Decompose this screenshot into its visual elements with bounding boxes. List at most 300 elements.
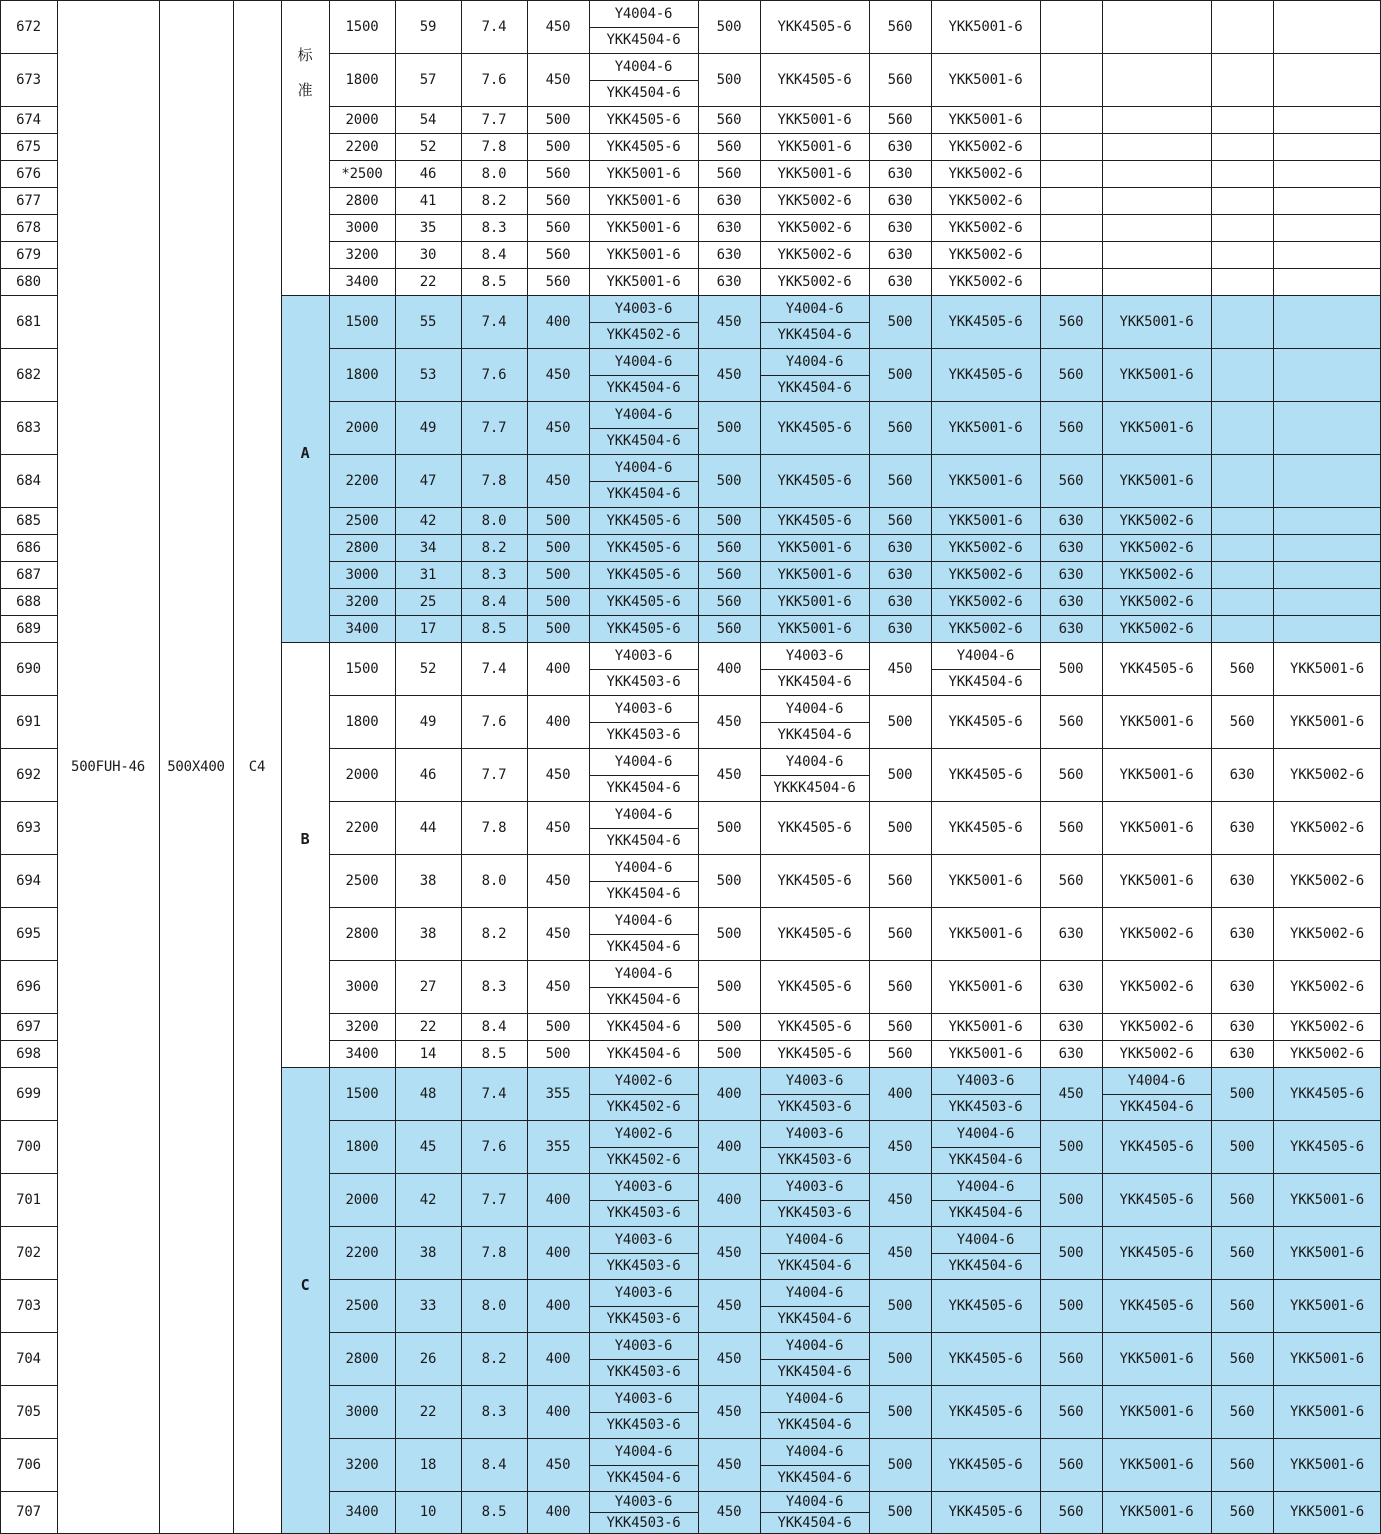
motor-power-cell: 500 (887, 713, 913, 730)
motor-model-cell: YKK4504-6 (948, 674, 1023, 690)
motor-model-cell: YKK4503-6 (777, 1152, 852, 1168)
row-number: 687 (16, 566, 41, 583)
speed-cell: 2800 (345, 192, 379, 209)
motor-power-cell: 630 (1058, 512, 1084, 529)
motor-model-cell: Y4004-6 (614, 753, 673, 770)
motor-model-cell: YKK4505-6 (948, 819, 1023, 836)
value-cell: 8.5 (481, 273, 507, 290)
motor-power-cell: 355 (545, 1085, 571, 1102)
motor-power-cell: 560 (887, 512, 913, 529)
row-number: 700 (16, 1138, 41, 1155)
value-cell: 7.8 (481, 1244, 507, 1261)
motor-power-cell: 400 (545, 313, 571, 330)
motor-power-cell: 450 (545, 366, 571, 383)
motor-model-cell: YKK4505-6 (777, 512, 852, 529)
motor-model-cell: YKK4503-6 (606, 1205, 681, 1221)
motor-model-cell: YKK4505-6 (606, 539, 681, 556)
flow-cell: 14 (419, 1045, 437, 1062)
motor-power-cell: 560 (1229, 1403, 1255, 1420)
value-cell: 7.7 (481, 419, 507, 436)
motor-model-cell: YKK4505-6 (606, 138, 681, 155)
motor-model-cell: YKK5002-6 (1289, 872, 1365, 889)
motor-power-cell: 500 (887, 1403, 913, 1420)
motor-model-cell: YKK4502-6 (606, 327, 681, 343)
motor-model-cell: YKK5001-6 (948, 18, 1023, 35)
flow-cell: 22 (419, 1018, 437, 1035)
value-cell: 8.0 (481, 512, 507, 529)
flow-cell: 42 (419, 512, 437, 529)
speed-cell: 3000 (345, 219, 379, 236)
motor-model-cell: Y4003-6 (614, 647, 673, 664)
motor-model-cell: YKK5001-6 (1289, 713, 1365, 730)
speed-cell: 1800 (345, 713, 379, 730)
motor-power-cell: 500 (545, 1045, 571, 1062)
flow-cell: 59 (419, 18, 437, 35)
flow-cell: 54 (419, 111, 437, 128)
motor-model-cell: YKK4504-6 (606, 85, 681, 101)
flow-cell: 27 (419, 978, 437, 995)
motor-model-cell: Y4003-6 (614, 1390, 673, 1407)
motor-model-cell: YKK4504-6 (606, 1470, 681, 1486)
value-cell: 8.2 (481, 925, 507, 942)
motor-power-cell: 450 (716, 1504, 742, 1520)
value-cell: 7.7 (481, 766, 507, 783)
motor-model-cell: YKK5001-6 (606, 246, 681, 263)
motor-power-cell: 560 (545, 246, 571, 263)
motor-power-cell: 630 (716, 192, 742, 209)
speed-cell: 1500 (345, 313, 379, 330)
motor-model-cell: YKK5001-6 (777, 138, 852, 155)
motor-model-cell: YKK5001-6 (1289, 1403, 1365, 1420)
motor-power-cell: 500 (716, 512, 742, 529)
speed-cell: 2800 (345, 1350, 379, 1367)
motor-power-cell: 500 (1058, 1138, 1084, 1155)
motor-power-cell: 560 (887, 1018, 913, 1035)
motor-model-cell: YKK4504-6 (948, 1152, 1023, 1168)
motor-model-cell: Y4003-6 (614, 1178, 673, 1195)
value-cell: 8.0 (481, 165, 507, 182)
flow-cell: 49 (419, 713, 437, 730)
motor-power-cell: 630 (1058, 1045, 1084, 1062)
value-cell: 7.6 (481, 71, 507, 88)
motor-power-cell: 630 (887, 539, 913, 556)
motor-model-cell: YKK5001-6 (1119, 819, 1194, 836)
flow-cell: 46 (419, 165, 437, 182)
motor-model-cell: Y4004-6 (785, 300, 844, 317)
motor-model-cell: YKK5001-6 (948, 419, 1023, 436)
motor-model-cell: YKK5001-6 (1289, 1297, 1365, 1314)
flow-cell: 34 (419, 539, 437, 556)
flow-cell: 38 (419, 925, 437, 942)
speed-cell: 3000 (345, 1403, 379, 1420)
motor-model-cell: YKK4505-6 (606, 620, 681, 637)
motor-model-cell: YKK4505-6 (777, 1045, 852, 1062)
motor-model-cell: YKK4504-6 (777, 1514, 852, 1531)
motor-model-cell: YKK4504-6 (948, 1205, 1023, 1221)
motor-power-cell: 630 (1058, 925, 1084, 942)
motor-model-cell: YKK5001-6 (948, 71, 1023, 88)
row-number: 679 (16, 246, 41, 263)
motor-power-cell: 450 (716, 1456, 742, 1473)
motor-model-cell: Y4004-6 (614, 965, 673, 982)
motor-power-cell: 560 (1058, 1456, 1084, 1473)
motor-model-cell: YKK5002-6 (948, 620, 1023, 637)
motor-model-cell: YKK5002-6 (948, 566, 1023, 583)
motor-model-cell: YKK5002-6 (1289, 1018, 1365, 1035)
motor-power-cell: 500 (545, 1018, 571, 1035)
motor-power-cell: 560 (716, 539, 742, 556)
motor-model-cell: Y4004-6 (956, 1178, 1015, 1195)
motor-power-cell: 560 (545, 192, 571, 209)
motor-model-cell: YKK4505-6 (777, 472, 852, 489)
motor-model-cell: YKK4503-6 (606, 1258, 681, 1274)
motor-power-cell: 560 (1058, 766, 1084, 783)
value-cell: 8.0 (481, 1297, 507, 1314)
motor-power-cell: 450 (887, 1191, 913, 1208)
value-cell: 8.4 (481, 593, 507, 610)
motor-power-cell: 400 (716, 1085, 742, 1102)
motor-model-cell: YKK4505-6 (948, 766, 1023, 783)
motor-power-cell: 630 (887, 219, 913, 236)
flow-cell: 57 (419, 71, 437, 88)
flow-cell: 46 (419, 766, 437, 783)
inlet-outlet-size: 500X400 (167, 759, 225, 775)
motor-model-cell: YKK5001-6 (1119, 313, 1194, 330)
motor-model-cell: YKK4503-6 (606, 674, 681, 690)
motor-power-cell: 630 (1229, 819, 1255, 836)
row-number: 695 (16, 925, 41, 942)
motor-model-cell: YKK4505-6 (1119, 1138, 1194, 1155)
motor-model-cell: Y4004-6 (614, 5, 673, 22)
motor-power-cell: 500 (887, 1350, 913, 1367)
value-cell: 8.2 (481, 192, 507, 209)
motor-model-cell: YKK5001-6 (1119, 766, 1194, 783)
row-number: 697 (16, 1018, 41, 1035)
speed-cell: 1800 (345, 71, 379, 88)
motor-power-cell: 500 (545, 512, 571, 529)
speed-cell: 2200 (345, 819, 379, 836)
motor-model-cell: YKK4504-6 (777, 727, 852, 743)
motor-model-cell: YKK5001-6 (1119, 1504, 1194, 1520)
motor-model-cell: YKK5001-6 (1119, 366, 1194, 383)
value-cell: 7.7 (481, 1191, 507, 1208)
value-cell: 8.5 (481, 1504, 507, 1520)
motor-model-cell: YKK4504-6 (777, 1470, 852, 1486)
speed-cell: 2500 (345, 512, 379, 529)
motor-power-cell: 400 (716, 1138, 742, 1155)
motor-power-cell: 630 (887, 273, 913, 290)
motor-power-cell: 560 (1229, 660, 1255, 677)
motor-model-cell: Y4004-6 (956, 1231, 1015, 1248)
speed-cell: 2200 (345, 1244, 379, 1261)
motor-model-cell: Y4003-6 (614, 1337, 673, 1354)
speed-cell: 3400 (345, 1045, 379, 1062)
value-cell: 7.4 (481, 660, 507, 677)
motor-model-cell: Y4003-6 (956, 1072, 1015, 1089)
motor-model-cell: YKK4505-6 (606, 593, 681, 610)
motor-model-cell: YKK5001-6 (1119, 1456, 1194, 1473)
motor-model-cell: YKK4505-6 (777, 872, 852, 889)
motor-power-cell: 630 (887, 165, 913, 182)
value-cell: 7.6 (481, 366, 507, 383)
motor-power-cell: 500 (716, 872, 742, 889)
motor-power-cell: 450 (887, 660, 913, 677)
motor-model-cell: Y4004-6 (614, 806, 673, 823)
flow-cell: 38 (419, 1244, 437, 1261)
motor-model-cell: YKK4504-6 (777, 1258, 852, 1274)
motor-power-cell: 500 (1058, 1191, 1084, 1208)
flow-cell: 35 (419, 219, 437, 236)
motor-model-cell: Y4004-6 (614, 912, 673, 929)
motor-model-cell: Y4004-6 (785, 700, 844, 717)
motor-power-cell: 400 (545, 1350, 571, 1367)
motor-power-cell: 630 (1229, 925, 1255, 942)
flow-cell: 18 (419, 1456, 437, 1473)
motor-model-cell: YKK4504-6 (606, 1018, 681, 1035)
motor-model-cell: YKK5002-6 (948, 192, 1023, 209)
motor-model-cell: YKK5002-6 (1289, 978, 1365, 995)
motor-power-cell: 500 (1058, 1244, 1084, 1261)
motor-power-cell: 560 (1229, 1191, 1255, 1208)
motor-power-cell: 500 (716, 978, 742, 995)
motor-power-cell: 560 (1229, 1350, 1255, 1367)
motor-power-cell: 500 (545, 593, 571, 610)
motor-power-cell: 560 (1229, 1456, 1255, 1473)
motor-model-cell: YKK4504-6 (777, 1311, 852, 1327)
speed-cell: 2500 (345, 872, 379, 889)
motor-power-cell: 450 (716, 1403, 742, 1420)
motor-power-cell: 560 (1058, 1403, 1084, 1420)
motor-model-cell: YKK4505-6 (948, 1297, 1023, 1314)
row-number: 682 (16, 366, 41, 383)
speed-cell: 3400 (345, 620, 379, 637)
motor-model-cell: Y4004-6 (785, 1231, 844, 1248)
speed-cell: 1500 (345, 1085, 379, 1102)
motor-power-cell: 500 (545, 620, 571, 637)
speed-cell: 1800 (345, 1138, 379, 1155)
motor-model-cell: YKK4505-6 (1119, 660, 1194, 677)
motor-power-cell: 450 (545, 925, 571, 942)
row-number: 693 (16, 819, 41, 836)
motor-power-cell: 450 (716, 1244, 742, 1261)
motor-model-cell: YKK5001-6 (948, 111, 1023, 128)
transmission-code: C4 (248, 759, 266, 775)
motor-model-cell: Y4003-6 (614, 1231, 673, 1248)
motor-model-cell: YKK5002-6 (1289, 1045, 1365, 1062)
motor-power-cell: 500 (1058, 1297, 1084, 1314)
row-number: 683 (16, 419, 41, 436)
motor-model-cell: YKK5002-6 (777, 192, 852, 209)
motor-model-cell: YKK5002-6 (948, 273, 1023, 290)
motor-power-cell: 450 (545, 1456, 571, 1473)
motor-model-cell: YKK4503-6 (948, 1099, 1023, 1115)
motor-model-cell: YKK4505-6 (777, 1018, 852, 1035)
motor-model-cell: YKK5002-6 (948, 593, 1023, 610)
motor-power-cell: 560 (716, 593, 742, 610)
row-number: 685 (16, 512, 41, 529)
row-number: 699 (16, 1085, 41, 1102)
motor-model-cell: YKK4504-6 (606, 886, 681, 902)
motor-power-cell: 630 (716, 246, 742, 263)
motor-model-cell: YKK4504-6 (777, 1364, 852, 1380)
motor-model-cell: YKK4505-6 (1289, 1085, 1365, 1102)
motor-model-cell: YKK4504-6 (606, 433, 681, 449)
row-number: 692 (16, 766, 41, 783)
motor-model-cell: YKK4505-6 (1119, 1244, 1194, 1261)
motor-model-cell: YKK5001-6 (1289, 1244, 1365, 1261)
row-number: 701 (16, 1191, 41, 1208)
motor-power-cell: 560 (716, 566, 742, 583)
motor-model-cell: Y4002-6 (614, 1072, 673, 1089)
motor-model-cell: YKK4505-6 (1119, 1297, 1194, 1314)
motor-power-cell: 450 (716, 366, 742, 383)
motor-model-cell: YKK5002-6 (1119, 593, 1194, 610)
motor-model-cell: YKK5002-6 (1119, 1018, 1194, 1035)
motor-model-cell: Y4003-6 (614, 700, 673, 717)
motor-power-cell: 500 (716, 1045, 742, 1062)
motor-model-cell: YKK5002-6 (1289, 766, 1365, 783)
motor-power-cell: 500 (1058, 660, 1084, 677)
motor-power-cell: 630 (716, 219, 742, 236)
motor-power-cell: 630 (1229, 872, 1255, 889)
row-number: 691 (16, 713, 41, 730)
motor-model-cell: Y4004-6 (785, 1284, 844, 1301)
motor-model-cell: YKK5001-6 (606, 219, 681, 236)
row-number: 674 (16, 111, 41, 128)
motor-model-cell: YKK5002-6 (1119, 512, 1194, 529)
motor-model-cell: YKK4505-6 (948, 313, 1023, 330)
flow-cell: 10 (419, 1504, 437, 1520)
motor-model-cell: YKK4503-6 (777, 1099, 852, 1115)
row-number: 702 (16, 1244, 41, 1261)
motor-model-cell: Y4004-6 (785, 353, 844, 370)
motor-power-cell: 500 (545, 539, 571, 556)
row-number: 686 (16, 539, 41, 556)
motor-model-cell: YKK4503-6 (777, 1205, 852, 1221)
motor-power-cell: 400 (545, 660, 571, 677)
motor-power-cell: 500 (545, 566, 571, 583)
motor-power-cell: 630 (1058, 978, 1084, 995)
motor-power-cell: 450 (887, 1138, 913, 1155)
motor-power-cell: 450 (1058, 1085, 1084, 1102)
motor-model-cell: Y4004-6 (1127, 1072, 1186, 1089)
motor-power-cell: 630 (716, 273, 742, 290)
motor-model-cell: YKK4505-6 (606, 566, 681, 583)
motor-model-cell: YKK4504-6 (777, 327, 852, 343)
flow-cell: 31 (419, 566, 437, 583)
flow-cell: 52 (419, 660, 437, 677)
group-label: B (300, 830, 310, 848)
speed-cell: 3200 (345, 246, 379, 263)
row-number: 677 (16, 192, 41, 209)
motor-model-cell: Y4003-6 (785, 1072, 844, 1089)
speed-cell: 3400 (345, 1504, 379, 1520)
motor-model-cell: Y4003-6 (614, 1284, 673, 1301)
value-cell: 8.4 (481, 1018, 507, 1035)
motor-model-cell: YKK5002-6 (1289, 819, 1365, 836)
motor-model-cell: YKK5002-6 (1119, 978, 1194, 995)
motor-power-cell: 500 (716, 18, 742, 35)
motor-power-cell: 450 (545, 18, 571, 35)
motor-power-cell: 400 (887, 1085, 913, 1102)
flow-cell: 42 (419, 1191, 437, 1208)
motor-model-cell: YKK4504-6 (606, 992, 681, 1008)
motor-model-cell: YKK5002-6 (1119, 925, 1194, 942)
motor-power-cell: 630 (887, 566, 913, 583)
value-cell: 7.8 (481, 138, 507, 155)
speed-cell: 3200 (345, 1018, 379, 1035)
motor-power-cell: 560 (887, 925, 913, 942)
flow-cell: 25 (419, 593, 437, 610)
motor-power-cell: 560 (887, 18, 913, 35)
motor-model-cell: YKK5002-6 (1119, 566, 1194, 583)
motor-model-cell: Y4002-6 (614, 1125, 673, 1142)
motor-model-cell: YKK4505-6 (948, 1456, 1023, 1473)
motor-power-cell: 500 (887, 1297, 913, 1314)
motor-model-cell: YKK4504-6 (777, 1417, 852, 1433)
motor-model-cell: YKK4502-6 (606, 1099, 681, 1115)
motor-power-cell: 500 (545, 138, 571, 155)
motor-power-cell: 355 (545, 1138, 571, 1155)
value-cell: 8.4 (481, 246, 507, 263)
row-number: 703 (16, 1297, 41, 1314)
motor-model-cell: YKK4505-6 (777, 978, 852, 995)
motor-power-cell: 630 (887, 192, 913, 209)
flow-cell: 41 (419, 192, 437, 209)
row-number: 696 (16, 978, 41, 995)
motor-power-cell: 500 (887, 1504, 913, 1520)
motor-model-cell: YKK5001-6 (948, 1045, 1023, 1062)
motor-model-cell: YKK4505-6 (777, 819, 852, 836)
motor-power-cell: 450 (545, 766, 571, 783)
motor-power-cell: 450 (545, 71, 571, 88)
row-number: 684 (16, 472, 41, 489)
pump-model: 500FUH-46 (70, 759, 146, 775)
speed-cell: 3000 (345, 978, 379, 995)
motor-power-cell: 500 (716, 1018, 742, 1035)
motor-model-cell: YKK4505-6 (777, 419, 852, 436)
motor-power-cell: 500 (887, 366, 913, 383)
motor-power-cell: 630 (887, 593, 913, 610)
motor-power-cell: 450 (545, 872, 571, 889)
motor-power-cell: 630 (1229, 1045, 1255, 1062)
motor-power-cell: 560 (1058, 819, 1084, 836)
motor-power-cell: 630 (1229, 766, 1255, 783)
motor-model-cell: Y4004-6 (956, 647, 1015, 664)
motor-power-cell: 560 (545, 273, 571, 290)
flow-cell: 49 (419, 419, 437, 436)
speed-cell: 2000 (345, 1191, 379, 1208)
motor-model-cell: YKK5001-6 (1289, 1191, 1365, 1208)
motor-model-cell: YKK4504-6 (777, 674, 852, 690)
flow-cell: 33 (419, 1297, 437, 1314)
motor-power-cell: 560 (887, 71, 913, 88)
motor-power-cell: 500 (1229, 1085, 1255, 1102)
motor-power-cell: 630 (1058, 620, 1084, 637)
row-number: 704 (16, 1350, 41, 1367)
speed-cell: 3400 (345, 273, 379, 290)
speed-cell: 2200 (345, 138, 379, 155)
motor-power-cell: 400 (545, 1244, 571, 1261)
motor-power-cell: 450 (716, 766, 742, 783)
group-label: A (300, 444, 310, 462)
flow-cell: 53 (419, 366, 437, 383)
motor-model-cell: Y4004-6 (614, 353, 673, 370)
value-cell: 7.8 (481, 472, 507, 489)
motor-power-cell: 560 (1229, 1244, 1255, 1261)
motor-model-cell: Y4004-6 (614, 58, 673, 75)
motor-power-cell: 450 (545, 819, 571, 836)
